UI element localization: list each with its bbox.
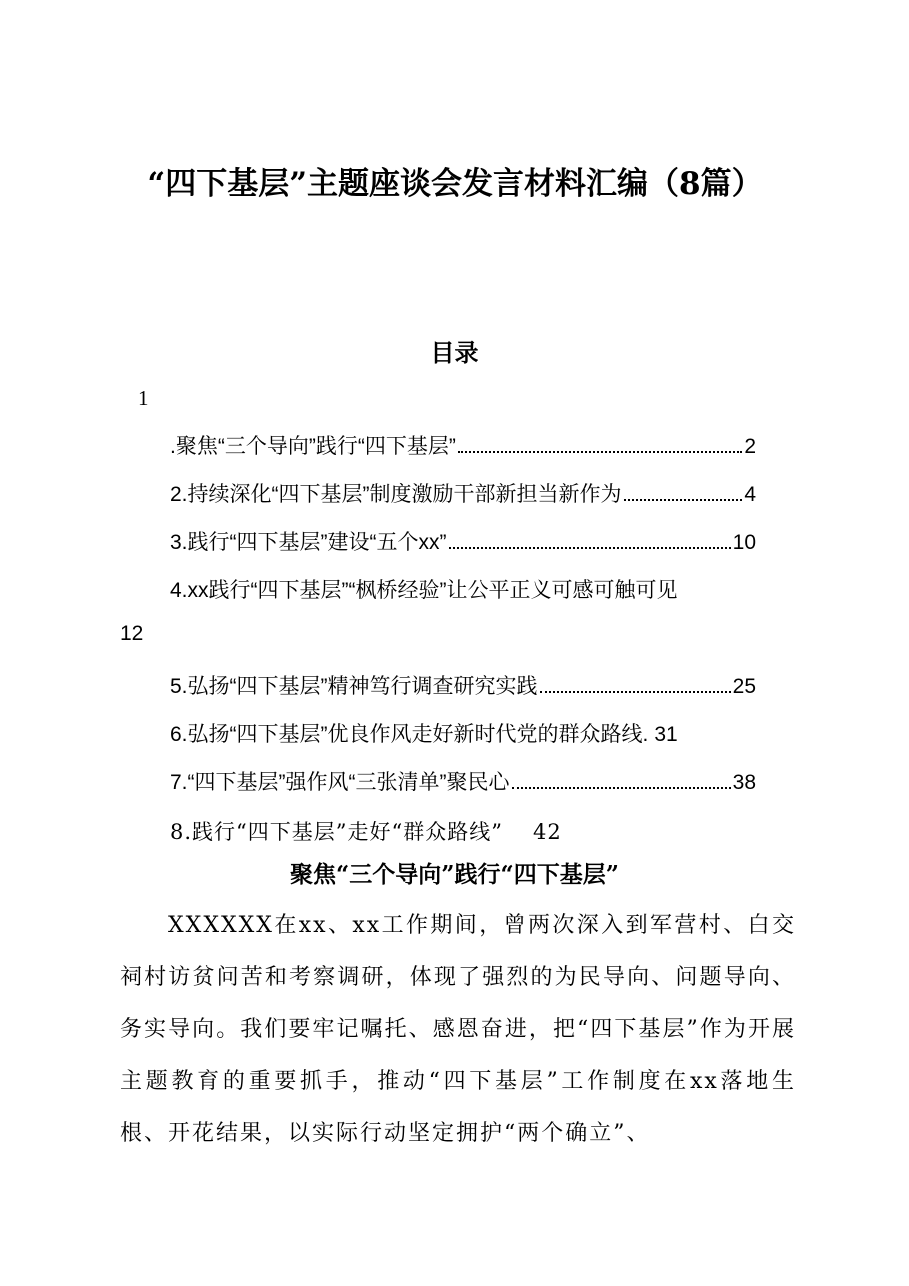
toc-leader-dots [512,787,731,789]
toc-entry-page: 12 [120,622,144,645]
toc-leader-dots [458,451,743,453]
toc-entry-text: 8.践行“四下基层”走好“群众路线” [170,820,503,844]
toc-entry-text: 5.弘扬“四下基层”精神笃行调查研究实践 [170,675,538,698]
toc-entry-text: 7.“四下基层”强作风“三张清单”聚民心 [170,771,510,794]
toc-entry-page: 25 [732,675,756,698]
toc-entry-text: 3.践行“四下基层”建设“五个xx” [170,531,447,554]
toc-entry-text: 6.弘扬“四下基层”优良作风走好新时代党的群众路线. [170,723,649,746]
toc-entry[interactable] [170,718,756,748]
toc-lead-number: 1 [138,386,149,410]
toc-entry[interactable] [170,670,756,700]
section-title: 聚焦“三个导向”践行“四下基层” [290,861,619,888]
toc-entry-text: 2.持续深化“四下基层”制度激励干部新担当新作为 [170,483,622,506]
toc-entry-page: 10 [732,531,756,554]
toc-entry-page: 38 [732,771,756,794]
toc-leader-dots [624,499,743,501]
toc-entry[interactable] [170,766,756,796]
toc-entry-text: .聚焦“三个导向”践行“四下基层” [170,435,456,458]
toc-heading: 目录 [430,338,479,367]
toc-entry[interactable] [170,478,756,508]
toc-entry-text[interactable]: 4.xx践行“四下基层”“枫桥经验”让公平正义可感可触可见 [170,579,678,602]
toc-entry-page: 2 [744,435,756,458]
toc-entry[interactable] [170,430,756,460]
toc-entry-page: 31 [654,723,678,746]
body-paragraph: XXXXXX在xx、xx工作期间，曾两次深入到军营村、白交祠村访贫问苦和考察调研，体现了强烈的为民导向、问题导向、务实导向。我们要牢记嘱托、感恩奋进，把“四下基层”作为开展主题教育的重要抓手，推动“四下基层”工作制度在xx落地生根、开花结果，以实际行动坚定拥护“两个确立”、 [120,913,796,1146]
toc-leader-dots [540,691,731,693]
toc-entry[interactable] [170,816,562,846]
document-title: “四下基层”主题座谈会发言材料汇编（8篇） [147,166,763,202]
toc-entry[interactable] [170,526,756,556]
toc-leader-dots [449,547,731,549]
toc-entry-page: 4 [744,483,756,506]
toc-entry-page: 42 [532,820,562,844]
